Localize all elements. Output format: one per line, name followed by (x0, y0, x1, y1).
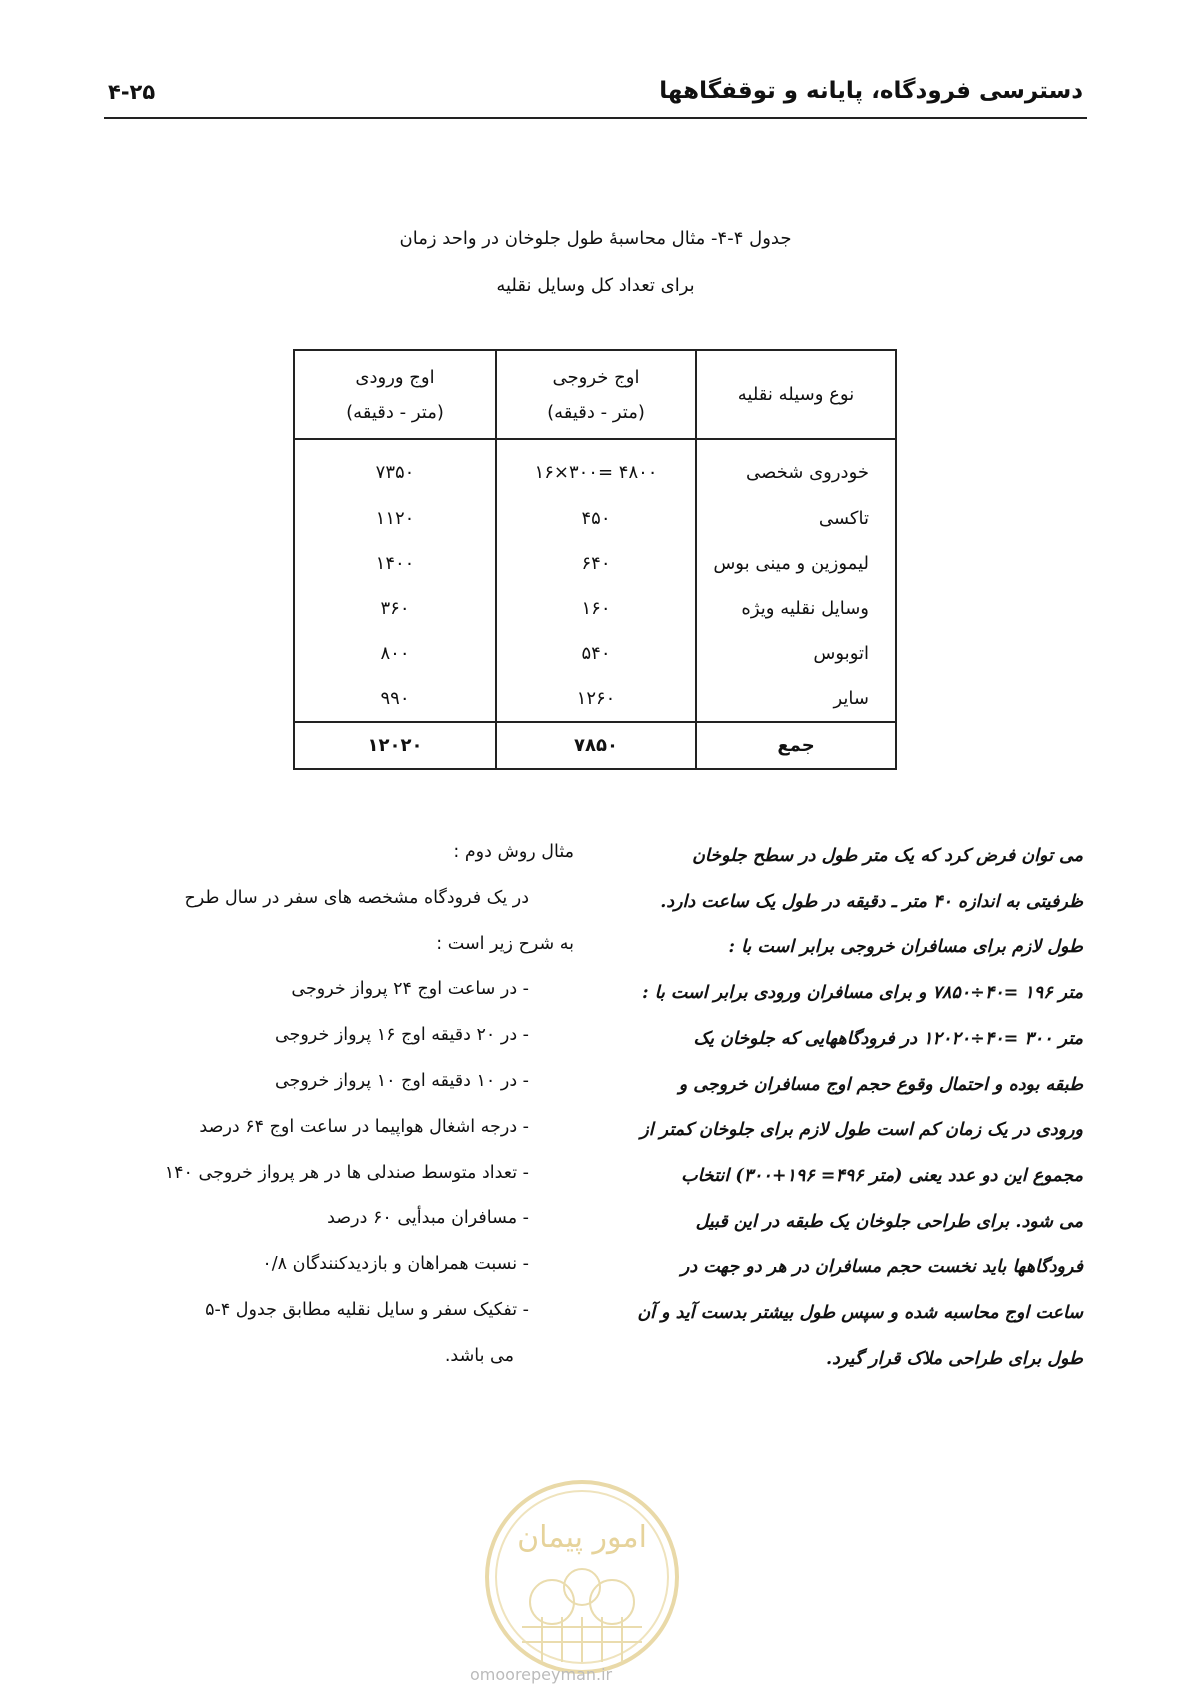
list-item: - در ساعت اوج ۲۴ پرواز خروجی (291, 979, 529, 1000)
explanation-paragraph: می توان فرض کرد که یک متر طول در سطح جلوخان ظرفیتی به اندازه ۴۰ متر ـ دقیقه در طول یک ساعت دارد. طول لازم برای مسافران خروجی برابر است با : متر ۱۹۶ =۴۰÷۷۸۵۰ و برای مسافران ورودی برابر است با : متر ۳۰۰ =۴۰÷۱۲۰۲۰ در فرودگاههایی که جلوخان یک طبقه بوده و احتمال وقوع حجم اوج مسافران خروجی و ورودی در یک زمان کم است طول لازم برای جلوخان کمتر از مجموع این دو عدد یعنی (متر ۴۹۶= ۱۹۶+۳۰۰) انتخاب می شود. برای طراحی جلوخان یک طبقه در این قبیل فرودگاهها باید نخست حجم مسافران در هر دو جهت در ساعت اوج محاسبه شده و سپس طول بیشتر بدست آید و آن طول برای طراحی ملاک قرار گیرد. (637, 846, 1083, 1369)
table-row: لیموزین و مینی بوس ۶۴۰ ۱۴۰۰ (294, 541, 896, 586)
curb-length-table (293, 349, 897, 770)
table-row: سایر ۱۲۶۰ ۹۹۰ (294, 676, 896, 722)
table-total-row: جمع ۷۸۵۰ ۱۲۰۲۰ (294, 722, 896, 769)
example-heading: مثال روش دوم : (453, 842, 574, 862)
omoorepeyman-seal-icon (482, 1477, 682, 1677)
example-intro: در یک فرودگاه مشخصه های سفر در سال طرح (184, 887, 529, 908)
table-row: خودروی شخصی ۴۸۰۰ =۳۰۰×۱۶ ۷۳۵۰ (294, 439, 896, 496)
example-intro-cont: به شرح زیر است : (436, 933, 574, 954)
table-caption-line1: جدول ۴-۴- مثال محاسبهٔ طول جلوخان در واحد زمان (399, 228, 792, 249)
list-item: - در ۲۰ دقیقه اوج ۱۶ پرواز خروجی (274, 1025, 529, 1046)
table-row: تاکسی ۴۵۰ ۱۱۲۰ (294, 496, 896, 541)
list-item: - در ۱۰ دقیقه اوج ۱۰ پرواز خروجی (274, 1070, 529, 1091)
table-caption-line2: برای تعداد کل وسایل نقلیه (496, 275, 695, 296)
list-item: - نسبت همراهان و بازدیدکنندگان ۰/۸ (262, 1254, 529, 1275)
header-exit-peak: اوج خروجی (متر - دقیقه) (496, 350, 696, 439)
page-number: ۴-۲۵ (108, 80, 156, 104)
header-vehicle-type: نوع وسیله نقلیه (696, 350, 896, 439)
list-item: - مسافران مبدأیی ۶۰ درصد (327, 1208, 529, 1229)
header-entry-peak: اوج ورودی (متر - دقیقه) (294, 350, 496, 439)
list-item-closing: می باشد. (444, 1345, 514, 1366)
table-row: اتوبوس ۵۴۰ ۸۰۰ (294, 631, 896, 676)
list-item: - تعداد متوسط صندلی ها در هر پرواز خروجی ۱۴۰ (164, 1162, 529, 1183)
table-row: وسایل نقلیه ویژه ۱۶۰ ۳۶۰ (294, 586, 896, 631)
second-method-example (104, 830, 574, 1380)
running-header-title: دسترسی فرودگاه، پایانه و توقفگاهها (659, 78, 1083, 104)
header-divider (104, 117, 1087, 119)
list-item: - درجه اشغال هواپیما در ساعت اوج ۶۴ درصد (199, 1116, 529, 1137)
watermark-site: omoorepeyman.ir (470, 1665, 613, 1684)
list-item: - تفکیک سفر و سایل نقلیه مطابق جدول ۴-۵ (205, 1299, 529, 1320)
svg-text:امور پیمان: امور پیمان (517, 1520, 647, 1555)
